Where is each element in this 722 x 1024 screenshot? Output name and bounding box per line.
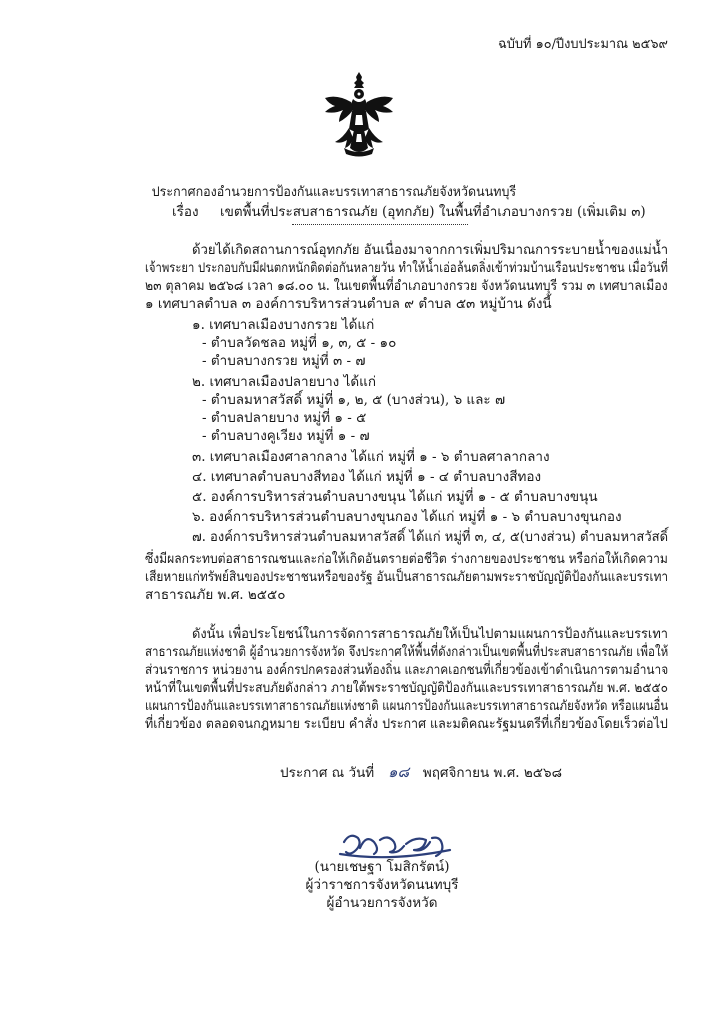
list-item-2-sub-2: - ตำบลปลายบาง หมู่ที่ ๑ - ๕: [202, 410, 367, 426]
signatory-position-2: ผู้อำนวยการจังหวัด: [326, 895, 438, 911]
list-item-7: ๗. องค์การบริหารส่วนตำบลมหาสวัสดิ์ ได้แก่ หมู่ที่ ๓, ๔, ๕(บางส่วน) ตำบลมหาสวัสดิ์: [192, 529, 669, 545]
order-line-1: ดังนั้น เพื่อประโยชน์ในการจัดการสาธารณภัยให้เป็นไปตามแผนการป้องกันและบรรเทา: [192, 626, 669, 642]
announce-date: [280, 763, 562, 782]
subject-line: [172, 203, 646, 221]
order-line-2: สาธารณภัยแห่งชาติ ผู้อำนวยการจังหวัด จึงประกาศให้พื้นที่ดังกล่าวเป็นเขตพื้นที่ประสบสาธารณภัย เพื่อให้: [145, 644, 669, 660]
order-line-5: แผนการป้องกันและบรรเทาสาธารณภัยแห่งชาติ แผนการป้องกันและบรรเทาสาธารณภัยจังหวัด หรือแผนอื่น: [145, 698, 669, 714]
list-item-1-sub-2: - ตำบลบางกรวย หมู่ที่ ๓ - ๗: [202, 353, 366, 369]
order-line-3: ส่วนราชการ หน่วยงาน องค์กรปกครองส่วนท้องถิ่น และภาคเอกชนที่เกี่ยวข้องเข้าดำเนินการตามอำนาจ: [145, 662, 669, 678]
impact-line-1: ซึ่งมีผลกระทบต่อสาธารณชนและก่อให้เกิดอันตรายต่อชีวิต ร่างกายของประชาชน หรือก่อให้เกิดความ: [145, 551, 668, 567]
intro-line-1: ด้วยได้เกิดสถานการณ์อุทกภัย อันเนื่องมาจากการเพิ่มปริมาณการระบายน้ำของแม่น้ำ: [192, 242, 669, 258]
subject-text: เขตพื้นที่ประสบสาธารณภัย (อุทกภัย) ในพื้นที่อำเภอบางกรวย (เพิ่มเติม ๓): [220, 204, 646, 220]
announce-prefix: ประกาศ ณ วันที่: [280, 765, 375, 781]
impact-line-2: เสียหายแก่ทรัพย์สินของประชาชนหรือของรัฐ อันเป็นสาธารณภัยตามพระราชบัญญัติป้องกันและบรรเทา: [145, 569, 669, 585]
signatory-name: (นายเชษฐา โมสิกรัตน์): [314, 859, 450, 875]
list-item-1: ๑. เทศบาลเมืองบางกรวย ได้แก่: [192, 317, 375, 333]
list-item-2-sub-3: - ตำบลบางคูเวียง หมู่ที่ ๑ - ๗: [202, 428, 370, 444]
intro-line-3: ๒๓ ตุลาคม ๒๕๖๘ เวลา ๑๘.๐๐ น. ในเขตพื้นที่อำเภอบางกรวย จังหวัดนนทบุรี รวม ๓ เทศบาลเมือง: [145, 278, 668, 294]
title-divider: [292, 224, 468, 225]
list-item-4: ๔. เทศบาลตำบลบางสีทอง ได้แก่ หมู่ที่ ๑ - ๔ ตำบลบางสีทอง: [192, 469, 542, 485]
signatory-position-1: ผู้ว่าราชการจังหวัดนนทบุรี: [305, 877, 459, 893]
list-item-5: ๕. องค์การบริหารส่วนตำบลบางขนุน ได้แก่ หมู่ที่ ๑ - ๕ ตำบลบางขนุน: [192, 489, 598, 505]
list-item-3: ๓. เทศบาลเมืองศาลากลาง ได้แก่ หมู่ที่ ๑ - ๖ ตำบลศาลากลาง: [192, 449, 550, 465]
list-item-2: ๒. เทศบาลเมืองปลายบาง ได้แก่: [192, 374, 376, 390]
intro-line-4: ๑ เทศบาลตำบล ๓ องค์การบริหารส่วนตำบล ๙ ตำบล ๕๓ หมู่บ้าน ดังนี้: [145, 296, 552, 312]
subject-label: เรื่อง: [172, 204, 199, 220]
order-line-6: ที่เกี่ยวข้อง ตลอดจนกฎหมาย ระเบียบ คำสั่ง ประกาศ และมติคณะรัฐมนตรีที่เกี่ยวข้องโดยเร็วต่อไป: [145, 716, 668, 732]
order-line-4: หน้าที่ในเขตพื้นที่ประสบภัยดังกล่าว ภายใต้พระราชบัญญัติป้องกันและบรรเทาสาธารณภัย พ.ศ. ๒๕๕๐: [145, 680, 668, 696]
issue-number: ฉบับที่ ๑๐/ปีงบประมาณ ๒๕๖๙: [498, 37, 668, 52]
intro-line-2: เจ้าพระยา ประกอบกับมีฝนตกหนักติดต่อกันหลายวัน ทำให้น้ำเอ่อล้นตลิ่งเข้าท่วมบ้านเรือนประชาชน เมื่อวันที่: [145, 260, 668, 276]
list-item-1-sub-1: - ตำบลวัดชลอ หมู่ที่ ๑, ๓, ๕ - ๑๐: [202, 335, 397, 351]
impact-line-3: สาธารณภัย พ.ศ. ๒๕๕๐: [145, 587, 286, 603]
garuda-emblem-icon: [318, 68, 400, 158]
list-item-2-sub-1: - ตำบลมหาสวัสดิ์ หมู่ที่ ๑, ๒, ๕ (บางส่วน), ๖ และ ๗: [202, 392, 506, 408]
list-item-6: ๖. องค์การบริหารส่วนตำบลบางขุนกอง ได้แก่ หมู่ที่ ๑ - ๖ ตำบลบางขุนกอง: [192, 509, 622, 525]
announce-month-year: พฤศจิกายน พ.ศ. ๒๕๖๘: [422, 765, 562, 781]
announce-day-handwritten: ๑๘: [387, 763, 410, 781]
announcement-title: ประกาศกองอำนวยการป้องกันและบรรเทาสาธารณภัยจังหวัดนนทบุรี: [151, 184, 517, 200]
